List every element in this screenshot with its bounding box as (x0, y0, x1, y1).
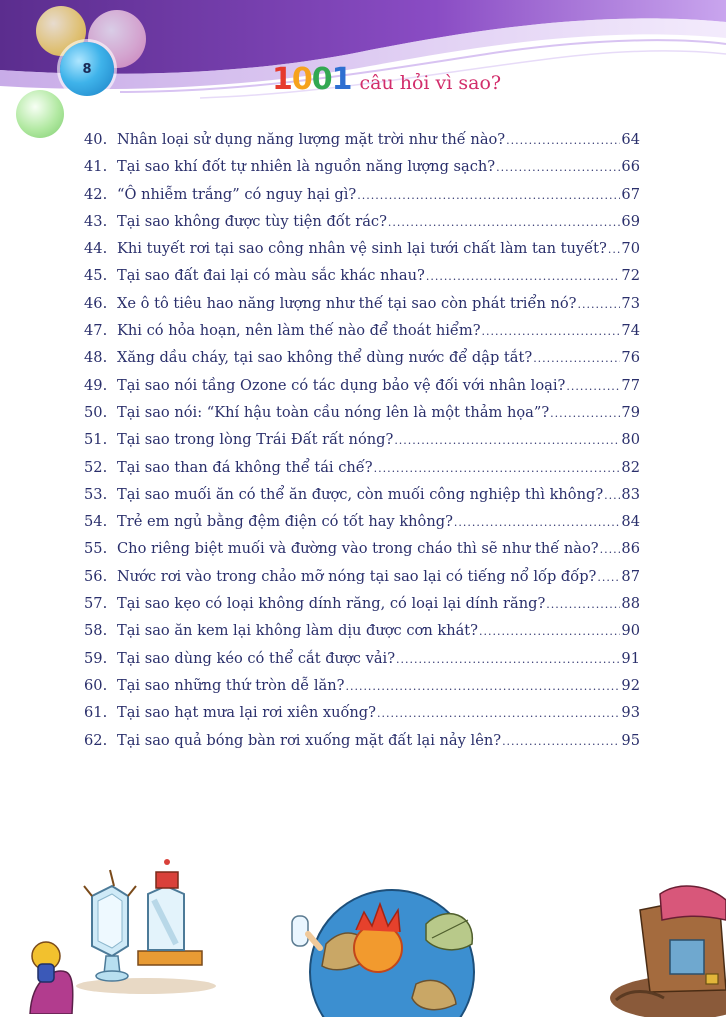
toc-entry (84, 540, 640, 567)
toc-number: 54. (84, 513, 108, 531)
toc-entry (84, 377, 640, 404)
toc-number: 49. (84, 376, 108, 394)
toc-entry (84, 622, 640, 649)
toc-page-number: 73 (621, 294, 640, 312)
toc-entry (84, 650, 640, 677)
toc-entry (84, 404, 640, 431)
toc-entry (84, 240, 640, 267)
toc-entry (84, 513, 640, 540)
toc-page-number: 93 (621, 704, 640, 722)
toc-entry (84, 186, 640, 213)
toc-entry (84, 431, 640, 458)
toc-entry (84, 213, 640, 240)
toc-number: 46. (84, 294, 108, 312)
toc-leader-dots (426, 270, 621, 283)
toc-number: 53. (84, 485, 108, 503)
brand-logo-number: 1001 (272, 62, 352, 97)
toc-leader-dots (533, 352, 620, 365)
toc-number: 41. (84, 158, 108, 176)
toc-leader-dots (578, 298, 621, 311)
toc-leader-dots (396, 653, 620, 666)
toc-page-number: 64 (621, 131, 640, 148)
toc-title: Tại sao hạt mưa lại rơi xiên xuống? (117, 704, 376, 722)
toc-entry (84, 459, 640, 486)
toc-leader-dots (374, 462, 621, 475)
toc-title: Tại sao không được tùy tiện đốt rác? (117, 212, 387, 230)
toc-page-number: 70 (621, 240, 640, 258)
toc-page-number: 76 (621, 349, 640, 367)
toc-leader-dots (345, 680, 620, 693)
toc-leader-dots (608, 243, 621, 256)
earth-illustration (286, 874, 494, 1017)
toc-page-number: 95 (621, 731, 640, 749)
toc-page-number: 92 (621, 676, 640, 694)
toc-entry (84, 486, 640, 513)
toc-leader-dots (357, 189, 620, 202)
toc-title: Tại sao nói tầng Ozone có tác dụng bảo vệ đối với nhân loại? (117, 376, 566, 394)
toc-title: Tại sao dùng kéo có thể cắt được vải? (117, 649, 396, 667)
toc-leader-dots (377, 707, 620, 720)
toc-leader-dots (506, 134, 620, 147)
toc-entry (84, 158, 640, 185)
toc-entry (84, 131, 640, 158)
toc-page-number: 86 (621, 540, 640, 558)
toc-number: 62. (84, 731, 108, 749)
crystal-bottles-illustration (26, 856, 226, 1014)
toc-number: 47. (84, 322, 108, 340)
table-of-contents (84, 131, 640, 759)
toc-page-number: 90 (621, 622, 640, 640)
toc-number: 50. (84, 403, 108, 421)
toc-leader-dots (600, 543, 621, 556)
toc-title: Tại sao than đá không thể tái chế? (117, 458, 373, 476)
toc-page-number: 77 (621, 376, 640, 394)
toc-number: 43. (84, 212, 108, 230)
toc-title: Tại sao ăn kem lại không làm dịu được cơn khát? (117, 622, 478, 640)
toc-title: “Ô nhiễm trắng” có nguy hại gì? (117, 185, 357, 203)
toc-title: Tại sao khí đốt tự nhiên là nguồn năng lượng sạch? (117, 158, 496, 176)
toc-leader-dots (394, 434, 620, 447)
toc-number: 48. (84, 349, 108, 367)
toc-page-number: 87 (621, 567, 640, 585)
toc-title: Nhân loại sử dụng năng lượng mặt trời như thế nào? (117, 131, 506, 148)
toc-title: Tại sao trong lòng Trái Đất rất nóng? (117, 431, 394, 449)
toc-title: Tại sao quả bóng bàn rơi xuống mặt đất lại nảy lên? (117, 731, 502, 749)
toc-entry (84, 677, 640, 704)
toc-page-number: 84 (621, 513, 640, 531)
toc-leader-dots (479, 625, 620, 638)
toc-title: Nước rơi vào trong chảo mỡ nóng tại sao lại có tiếng nổ lốp đốp? (117, 567, 597, 585)
toc-title: Tại sao kẹo có loại không dính răng, có loại lại dính răng? (117, 595, 546, 613)
bubble-decoration (16, 90, 64, 138)
toc-entry (84, 295, 640, 322)
toc-number: 42. (84, 185, 108, 203)
toc-leader-dots (496, 161, 620, 174)
brand-subtitle: câu hỏi vì sao? (359, 72, 502, 94)
toc-page-number: 72 (621, 267, 640, 285)
toc-number: 57. (84, 595, 108, 613)
toc-title: Trẻ em ngủ bằng đệm điện có tốt hay không? (117, 513, 453, 531)
toc-title: Tại sao đất đai lại có màu sắc khác nhau? (117, 267, 425, 285)
toc-leader-dots (454, 516, 621, 529)
toc-title: Khi tuyết rơi tại sao công nhân vệ sinh lại tưới chất làm tan tuyết? (117, 240, 607, 258)
junk-pile-illustration (610, 880, 726, 1017)
toc-number: 52. (84, 458, 108, 476)
toc-leader-dots (388, 216, 621, 229)
toc-leader-dots (502, 735, 620, 748)
toc-page-number: 83 (621, 485, 640, 503)
toc-page-number: 69 (621, 212, 640, 230)
toc-number: 44. (84, 240, 108, 258)
toc-page-number: 80 (621, 431, 640, 449)
toc-title: Tại sao nói: “Khí hậu toàn cầu nóng lên là một thảm họa”? (117, 403, 550, 421)
toc-title: Xe ô tô tiêu hao năng lượng như thế tại sao còn phát triển nó? (117, 294, 577, 312)
toc-number: 51. (84, 431, 108, 449)
toc-page-number: 66 (621, 158, 640, 176)
brand-title (272, 62, 501, 97)
toc-leader-dots (482, 325, 621, 338)
toc-entry (84, 349, 640, 376)
toc-number: 59. (84, 649, 108, 667)
toc-title: Tại sao muối ăn có thể ăn được, còn muối công nghiệp thì không? (117, 485, 604, 503)
toc-entry (84, 267, 640, 294)
toc-number: 40. (84, 131, 108, 148)
toc-number: 60. (84, 676, 108, 694)
toc-entry (84, 732, 640, 759)
toc-entry (84, 322, 640, 349)
toc-entry (84, 595, 640, 622)
toc-number: 55. (84, 540, 108, 558)
toc-leader-dots (546, 598, 620, 611)
toc-entry (84, 704, 640, 731)
page-number: 8 (60, 42, 114, 96)
toc-number: 56. (84, 567, 108, 585)
toc-page-number: 74 (621, 322, 640, 340)
toc-page-number: 91 (621, 649, 640, 667)
toc-leader-dots (604, 489, 620, 502)
toc-leader-dots (550, 407, 620, 420)
toc-leader-dots (566, 380, 620, 393)
toc-title: Xăng dầu cháy, tại sao không thể dùng nước để dập tắt? (117, 349, 533, 367)
toc-number: 58. (84, 622, 108, 640)
toc-leader-dots (597, 571, 620, 584)
toc-title: Cho riêng biệt muối và đường vào trong cháo thì sẽ như thế nào? (117, 540, 599, 558)
toc-page-number: 67 (621, 185, 640, 203)
toc-number: 45. (84, 267, 108, 285)
toc-title: Tại sao những thứ tròn dễ lăn? (117, 676, 345, 694)
toc-page-number: 88 (621, 595, 640, 613)
toc-number: 61. (84, 704, 108, 722)
toc-entry (84, 568, 640, 595)
toc-title: Khi có hỏa hoạn, nên làm thế nào để thoát hiểm? (117, 322, 481, 340)
toc-page-number: 82 (621, 458, 640, 476)
toc-page-number: 79 (621, 403, 640, 421)
